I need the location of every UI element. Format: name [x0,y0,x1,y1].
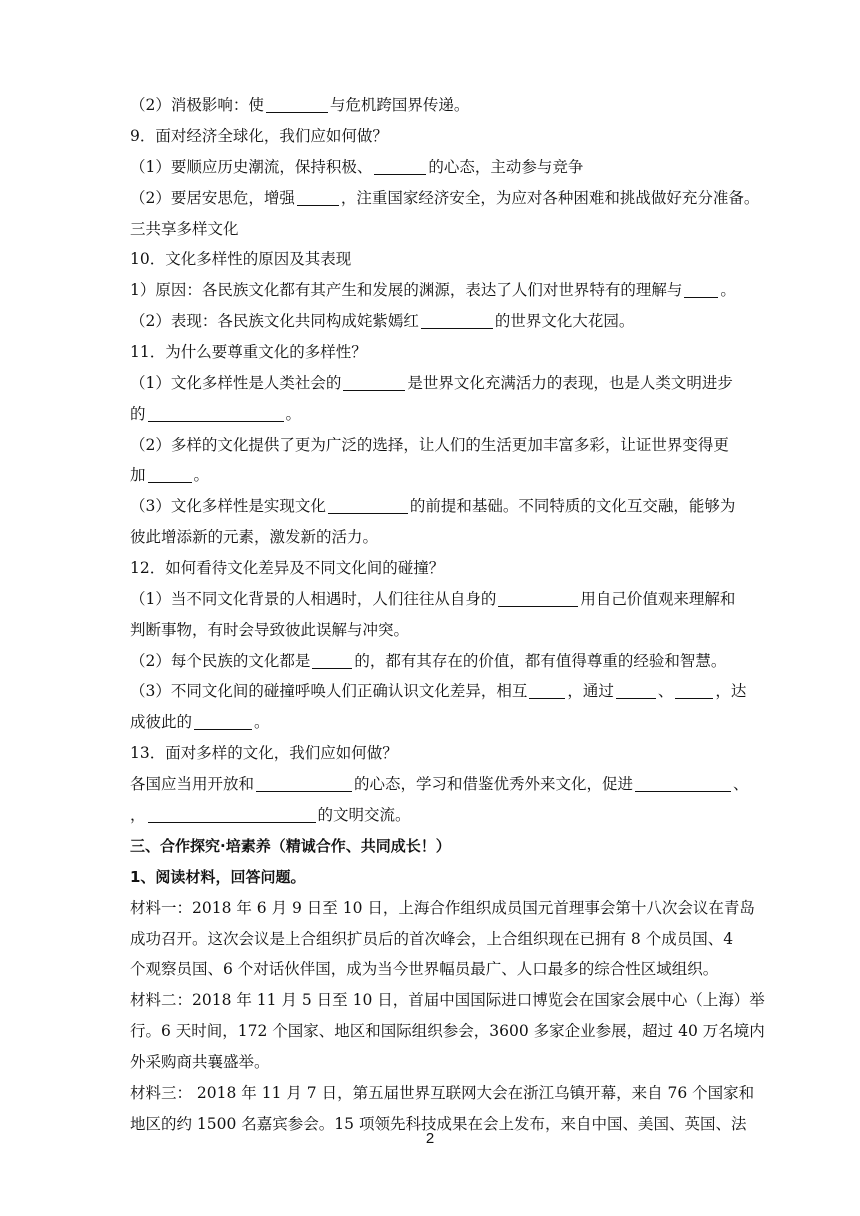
text-segment: （1）当不同文化背景的人相遇时，人们往往从自身的 [130,590,497,608]
text-segment: 11．为什么要尊重文化的多样性？ [130,343,367,361]
text-line [130,680,746,702]
page-number: 2 [425,1130,435,1147]
text-segment: 成彼此的 [130,713,193,731]
text-segment: 各国应当用开放和 [130,775,255,793]
text-line [130,773,749,795]
fill-in-blank[interactable] [374,158,426,175]
text-segment: （2）多样的文化提供了更为广泛的选择，让人们的生活更加丰富多彩，让证世界变得更 [130,436,729,454]
text-segment: （2）消极影响：使 [130,96,264,114]
fill-in-blank[interactable] [148,806,316,823]
text-segment: 的 [130,405,146,423]
text-segment: 三、合作探究·培素养（精诚合作、共同成长！） [130,837,451,855]
text-line [130,1051,270,1073]
text-segment: 。 [285,405,302,423]
text-segment: 外采购商共襄盛举。 [130,1053,270,1071]
text-segment: 的心态，学习和借鉴优秀外来文化，促进 [354,775,634,793]
text-segment: 的，都有其存在的价值，都有值得尊重的经验和智慧。 [354,652,727,670]
text-segment: 、 [657,682,674,700]
text-line [130,125,388,147]
fill-in-blank[interactable] [266,96,328,113]
text-segment: 材料三： 2018 年 11 月 7 日，第五届世界互联网大会在浙江乌镇开幕，来自 76 个国家和 [130,1084,755,1102]
text-segment: 13．面对多样的文化，我们应如何做？ [130,744,398,762]
text-line [130,1020,765,1042]
text-line [130,434,729,456]
fill-in-blank[interactable] [256,775,352,792]
text-segment: 彼此增添新的元素，激发新的活力。 [130,528,379,546]
text-segment: 的文明交流。 [317,806,411,824]
text-segment: （2）表现：各民族文化共同构成姹紫嫣红 [130,312,419,330]
text-line [130,1082,754,1104]
text-segment: ，注重国家经济安全，为应对各种困难和挑战做好充分准备。 [340,189,760,207]
text-line [130,835,451,857]
fill-in-blank[interactable] [148,405,284,422]
text-segment: 判断事物，有时会导致彼此误解与冲突。 [130,621,410,639]
text-segment: 行。6 天时间，172 个国家、地区和国际组织参会，3600 多家企业参展，超过 40 万名境内 [130,1022,765,1040]
text-segment: 地区的约 1500 名嘉宾参会。15 项领先科技成果在会上发布，来自中国、美国、英国、法 [130,1115,747,1133]
text-segment: 三共享多样文化 [130,220,239,238]
text-line [130,989,765,1011]
text-line [130,403,301,425]
text-line [130,650,726,672]
text-segment: 用自己价值观来理解和 [580,590,736,608]
text-segment: 1）原因：各民族文化都有其产生和发展的渊源，表达了人们对世界特有的理解与 [130,281,683,299]
text-line [130,279,736,301]
text-segment: 与危机跨国界传递。 [329,96,470,114]
text-segment: 1、阅读材料，回答问题。 [130,868,306,886]
text-segment: ，达 [715,682,747,700]
text-segment: 。 [254,713,270,731]
text-line [130,94,469,116]
text-segment: （1）要顺应历史潮流，保持积极、 [130,158,373,176]
text-segment: 9．面对经济全球化，我们应如何做？ [130,127,388,145]
fill-in-blank[interactable] [684,281,718,298]
text-line [130,156,583,178]
text-segment: 的前提和基础。不同特质的文化互交融，能够为 [409,497,736,515]
text-segment: 是世界文化充满活力的表现，也是人类文明进步 [407,374,733,392]
text-segment: ， [130,806,146,824]
text-segment: 成功召开。这次会议是上合组织扩员后的首次峰会，上合组织现在已拥有 8 个成员国、4 [130,930,734,948]
text-line [130,187,759,209]
text-segment: 10．文化多样性的原因及其表现 [130,250,352,268]
text-segment: 个观察员国、6 个对话伙伴国，成为当今世界幅员最广、人口最多的综合性区域组织。 [130,960,719,978]
fill-in-blank[interactable] [616,682,656,699]
fill-in-blank[interactable] [148,466,192,483]
fill-in-blank[interactable] [343,374,405,391]
text-line [130,866,305,888]
fill-in-blank[interactable] [194,713,252,730]
text-segment: （2）要居安思危，增强 [130,189,295,207]
text-line [130,711,270,733]
text-line [130,928,733,950]
text-line [130,341,367,363]
text-segment: （1）文化多样性是人类社会的 [130,374,342,392]
text-line [130,218,239,240]
text-line [130,526,378,548]
text-segment: 材料一：2018 年 6 月 9 日至 10 日，上海合作组织成员国元首理事会第十八次会议在青岛 [130,899,755,917]
fill-in-blank[interactable] [328,497,408,514]
text-segment: 12．如何看待文化差异及不同文化间的碰撞？ [130,559,445,577]
text-line [130,958,718,980]
fill-in-blank[interactable] [529,682,565,699]
fill-in-blank[interactable] [635,775,731,792]
text-segment: 、 [733,775,749,793]
fill-in-blank[interactable] [498,590,578,607]
text-segment: 。 [720,281,736,299]
text-line [130,372,733,394]
text-line [130,619,409,641]
text-line [130,310,634,332]
text-segment: 加 [130,466,146,484]
text-line [130,557,444,579]
text-segment: 。 [193,466,210,484]
text-line [130,248,351,270]
text-line [130,464,209,486]
text-line [130,804,411,826]
fill-in-blank[interactable] [421,312,493,329]
text-line [130,588,735,610]
text-segment: （2）每个民族的文化都是 [130,652,311,670]
text-segment: （3）不同文化间的碰撞呼唤人们正确认识文化差异，相互 [130,682,528,700]
fill-in-blank[interactable] [312,652,352,669]
text-line [130,897,755,919]
text-segment: ，通过 [567,682,614,700]
text-segment: 的心态，主动参与竞争 [428,158,584,176]
fill-in-blank[interactable] [675,682,713,699]
text-line [130,495,735,517]
text-segment: 的世界文化大花园。 [494,312,635,330]
fill-in-blank[interactable] [297,189,339,206]
text-segment: 材料二：2018 年 11 月 5 日至 10 日，首届中国国际进口博览会在国家会展中心（上海）举 [130,991,765,1009]
text-segment: （3）文化多样性是实现文化 [130,497,326,515]
text-line [130,742,398,764]
